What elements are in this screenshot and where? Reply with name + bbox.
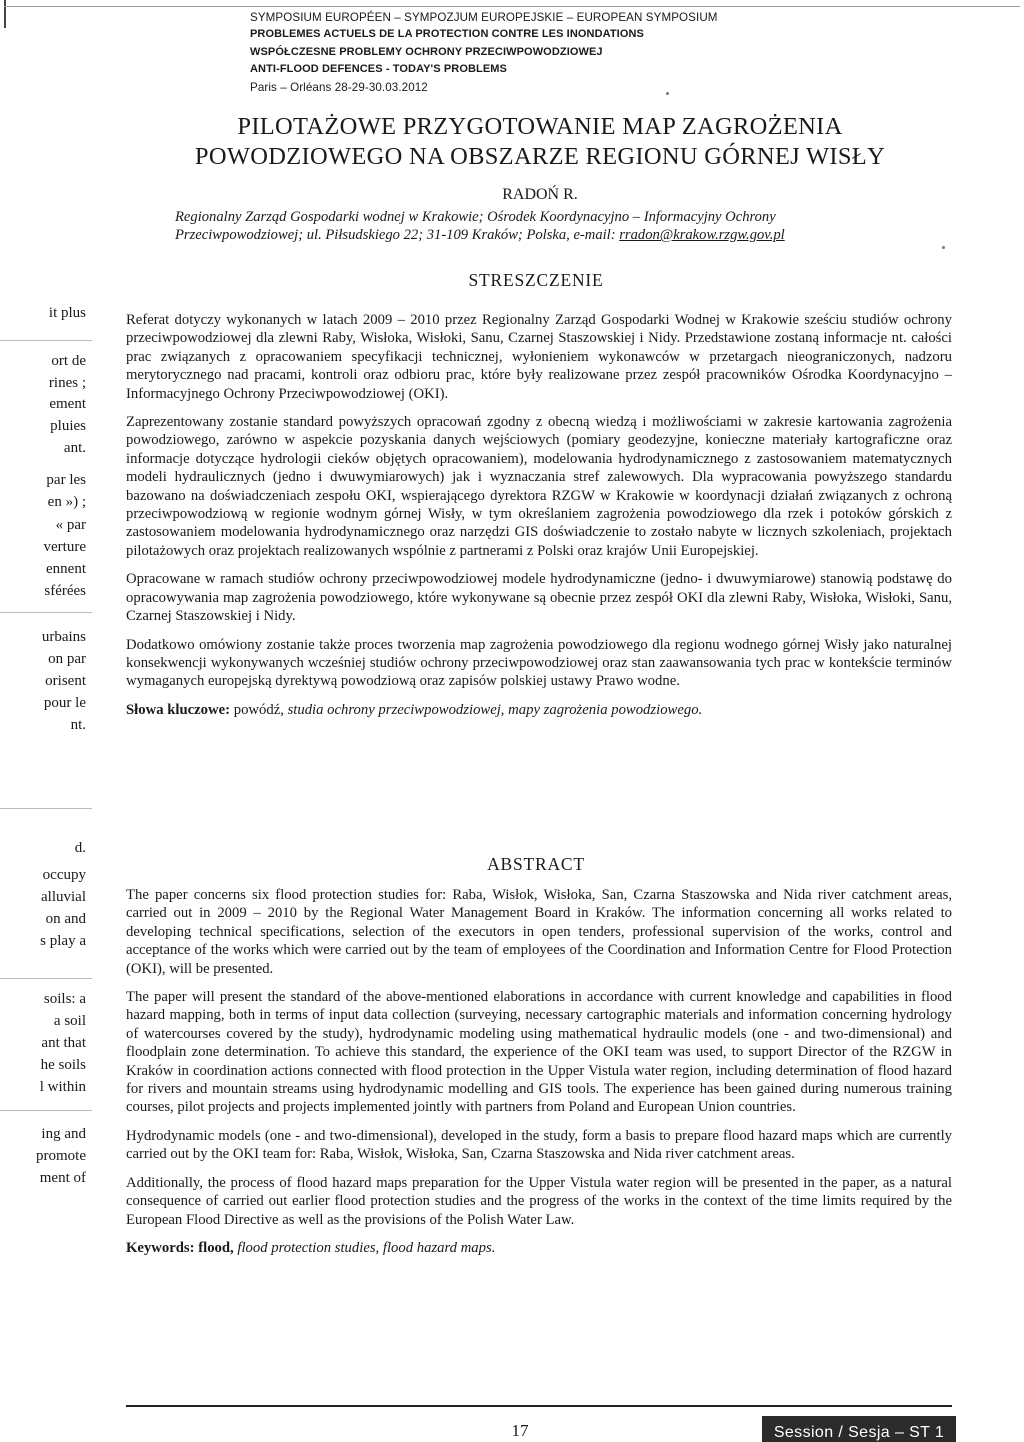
title-line-2: POWODZIOWEGO NA OBSZARZE REGIONU GÓRNEJ WISŁY — [194, 143, 886, 170]
footer-rule — [126, 1405, 952, 1407]
fragment-line: sférées — [44, 583, 86, 599]
streszczenie-keywords — [126, 701, 952, 719]
fragment-line: l within — [39, 1079, 86, 1095]
fragment-line: rines ; — [48, 375, 86, 391]
streszczenie-heading: STRESZCZENIE — [468, 270, 604, 290]
scan-speck — [942, 246, 945, 249]
fragment-line: « par — [55, 517, 86, 533]
fragment-line: soils: a — [43, 991, 86, 1007]
abstract-body — [126, 886, 952, 1267]
affiliation-line-1: Regionalny Zarząd Gospodarki wodnej w Krakowie; Ośrodek Koordynacyjno – Informacyjny Ochrony — [175, 209, 776, 225]
keywords-italic-pl: studia ochrony przeciwpowodziowej, mapy zagrożenia powodziowego. — [287, 701, 703, 718]
fragment-line: on and — [45, 911, 86, 927]
scan-speck — [666, 92, 669, 95]
affiliation-address: Przeciwpowodziowej; ul. Piłsudskiego 22; 31-109 Kraków; Polska, e-mail: — [175, 227, 620, 243]
fragment-divider — [0, 808, 92, 809]
fragment-line: ing and — [41, 1126, 86, 1142]
header-line-5: Paris – Orléans 28-29-30.03.2012 — [250, 80, 428, 94]
abstract-heading: ABSTRACT — [487, 854, 585, 874]
streszczenie-paragraph-3: Opracowane w ramach studiów ochrony przeciwpowodziowej modele hydrodynamiczne (jedno- i dwuwymiarowe) stanowią podstawę do opracowywania map zagrożenia powodziowego, które wykonywane są obecnie przez zespół OKI dla zlewni Raby, Wisłoka, Wisłoki, Sanu, Czarnej Staszowskiej i Nidy. — [126, 571, 952, 625]
paper-title — [150, 112, 930, 172]
adjacent-column-fragment-1 — [0, 305, 92, 765]
author-affiliation — [175, 208, 935, 244]
keywords-plain-pl: powódź, — [230, 701, 288, 718]
header-line-2: PROBLEMES ACTUELS DE LA PROTECTION CONTRE LES INONDATIONS — [250, 28, 644, 41]
abstract-paragraph-2: The paper will present the standard of the above-mentioned elaborations in accordance with current knowledge and capabilities in flood hazard mapping, both in terms of input data collection (surveying, necessary cartographic materials and information concerning hydrology of watercourses covered by the study), hydrodynamic modeling using mathematical hydraulic models (one - and two-dimensional) and floodplain zone determination. To achieve this standard, the experience of the OKI team was used, to support Director of the RZGW in Kraków in coordination actions connected with flood protection in the Upper Vistula water region, including determination of flood hazard for rivers and mountain streams using hydrodynamic modelling and GIS tools. The experience has been gained during numerous training courses, pilot projects and projects implemented jointly with partners from Poland and European Union countries. — [126, 989, 952, 1116]
fragment-line: a soil — [53, 1013, 86, 1029]
crop-mark — [4, 0, 6, 28]
header-line-3: WSPÓŁCZESNE PROBLEMY OCHRONY PRZECIWPOWODZIOWEJ — [250, 45, 603, 58]
streszczenie-paragraph-1: Referat dotyczy wykonanych w latach 2009 – 2010 przez Regionalny Zarząd Gospodarki Wodnej w Krakowie sześciu studiów ochrony przeciwpowodziowej dla zlewni Raby, Wisłoka, Wisłoki, Sanu, Czarnej Staszowskiej i Nidy. Przedstawione zostaną informacje nt. całości prac związanych z opracowaniem specyfikacji technicznej, wyłonieniem wykonawców w przetargach nieograniczonych, nadzoru merytorycznego nad pracami, kontroli oraz odbioru prac, które były realizowane przez zespół pracowników Ośrodka Koordynacyjno – Informacyjnego Ochrony Przeciwpowodziowej (OKI). — [126, 312, 952, 402]
fragment-line: he soils — [40, 1057, 86, 1073]
fragment-line: promote — [36, 1148, 86, 1164]
fragment-line: ment of — [39, 1170, 86, 1186]
fragment-line: s play a — [40, 933, 86, 949]
fragment-line: verture — [43, 539, 86, 555]
abstract-paragraph-3: Hydrodynamic models (one - and two-dimensional), developed in the study, form a basis to prepare flood hazard maps which are currently carried out by the OKI team for: Raba, Wisłok, Wisłoka, San, Czarna Staszowska and Nida river catchment areas. — [126, 1127, 952, 1163]
adjacent-column-fragment-2 — [0, 815, 92, 1135]
top-rule — [4, 6, 1020, 7]
adjacent-column-fragment-3 — [0, 1120, 92, 1200]
fragment-line: urbains — [41, 629, 86, 645]
fragment-line: en ») ; — [47, 494, 86, 510]
session-badge: Session / Sesja – ST 1 — [762, 1416, 956, 1442]
fragment-line: on par — [48, 651, 86, 667]
fragment-line: ennent — [46, 561, 86, 577]
streszczenie-paragraph-4: Dodatkowo omówiony zostanie także proces tworzenia map zagrożenia powodziowego dla regionu wodnego górnej Wisły jako naturalnej konsekwencji wykonywanych wcześniej studiów ochrony przeciwpowodziowej oraz stan zaawansowania tych prac w kontekście terminów wymaganych europejską dyrektywą powodziową oraz zapisów polskiej ustawy Prawo wodne. — [126, 636, 952, 690]
author-name: RADOŃ R. — [502, 186, 578, 203]
fragment-line: orisent — [45, 673, 86, 689]
fragment-line: ant. — [63, 440, 86, 456]
fragment-line: ement — [49, 396, 86, 412]
keywords-label-en: Keywords: — [126, 1239, 195, 1256]
fragment-line: alluvial — [41, 889, 86, 905]
header-line-4: ANTI-FLOOD DEFENCES - TODAY'S PROBLEMS — [250, 63, 507, 76]
page-number: 17 — [511, 1421, 529, 1440]
fragment-line: d. — [74, 840, 86, 856]
title-line-1: PILOTAŻOWE PRZYGOTOWANIE MAP ZAGROŻENIA — [237, 113, 843, 140]
fragment-divider — [0, 340, 92, 341]
keywords-label-pl: Słowa kluczowe: — [126, 701, 231, 718]
abstract-keywords — [126, 1239, 952, 1257]
fragment-divider — [0, 612, 92, 613]
header-line-1: SYMPOSIUM EUROPÉEN – SYMPOZJUM EUROPEJSKIE – EUROPEAN SYMPOSIUM — [250, 11, 718, 24]
fragment-line: it plus — [48, 305, 86, 321]
author-email-link[interactable]: rradon@krakow.rzgw.gov.pl — [619, 227, 785, 243]
abstract-paragraph-4: Additionally, the process of flood hazard maps preparation for the Upper Vistula water region will be presented in the paper, as a natural consequence of carried out earlier flood protection studies and the progress of the works in the context of the time limits required by the European Flood Directive as well as the provisions of the Polish Water Law. — [126, 1174, 952, 1228]
fragment-line: ant that — [41, 1035, 86, 1051]
affiliation-line-2 — [175, 226, 935, 244]
abstract-paragraph-1: The paper concerns six flood protection studies for: Raba, Wisłok, Wisłoka, San, Czarna Staszowska and Nida river catchment areas, carried out in 2009 – 2010 by the Regional Water Management Board in Kraków. The information concerning all works related to developing technical specifications, selection of the executors in open tenders, professional supervision of the works, control and acceptance of the works which were carried out by the team of employees of the Coordination and Information Centre for Flood Protection (OKI), will be presented. — [126, 887, 952, 977]
fragment-line: occupy — [42, 867, 86, 883]
fragment-line: par les — [46, 472, 86, 488]
symposium-header — [250, 9, 810, 96]
keywords-bold-en: flood, — [194, 1239, 234, 1256]
streszczenie-body — [126, 311, 952, 729]
streszczenie-paragraph-2: Zaprezentowany zostanie standard powyższych opracowań zgodny z obecną wiedzą i możliwościami w zakresie kartowania zagrożenia powodziowego, zarówno w aspekcie pozyskania danych wejściowych (pomiary geodezyjne, konieczne materiały kartograficzne oraz informacje dotyczące hydrologii cieków objętych opracowaniem), modelowania hydrodynamicznego z zastosowaniem matematycznych modeli hydraulicznych (jedno i dwuwymiarowych) jak i wyznaczania stref zalewowych. Dla wypracowania powyższego standardu bazowano na doświadczeniach zespołu OKI, wspierającego dyrektora RZGW w Krakowie w koordynacji działań związanych z ochroną przeciwpowodziową w regionie wodnym górnej Wisły, w tym określaniem zagrożenia powodziowego dla rzek i potoków górskich z zastosowaniem modelowania hydrodynamicznego oraz narzędzi GIS doświadczenie to zostało nabyte w licznych szkoleniach, projektach pilotażowych oraz projektach realizowanych wspólnie z partnerami z Polski oraz krajów Unii Europejskiej. — [126, 414, 952, 559]
fragment-line: nt. — [70, 717, 86, 733]
fragment-line: ort de — [51, 353, 86, 369]
fragment-line: pluies — [50, 418, 86, 434]
fragment-line: pour le — [43, 695, 86, 711]
keywords-italic-en: flood protection studies, flood hazard maps. — [233, 1239, 496, 1256]
